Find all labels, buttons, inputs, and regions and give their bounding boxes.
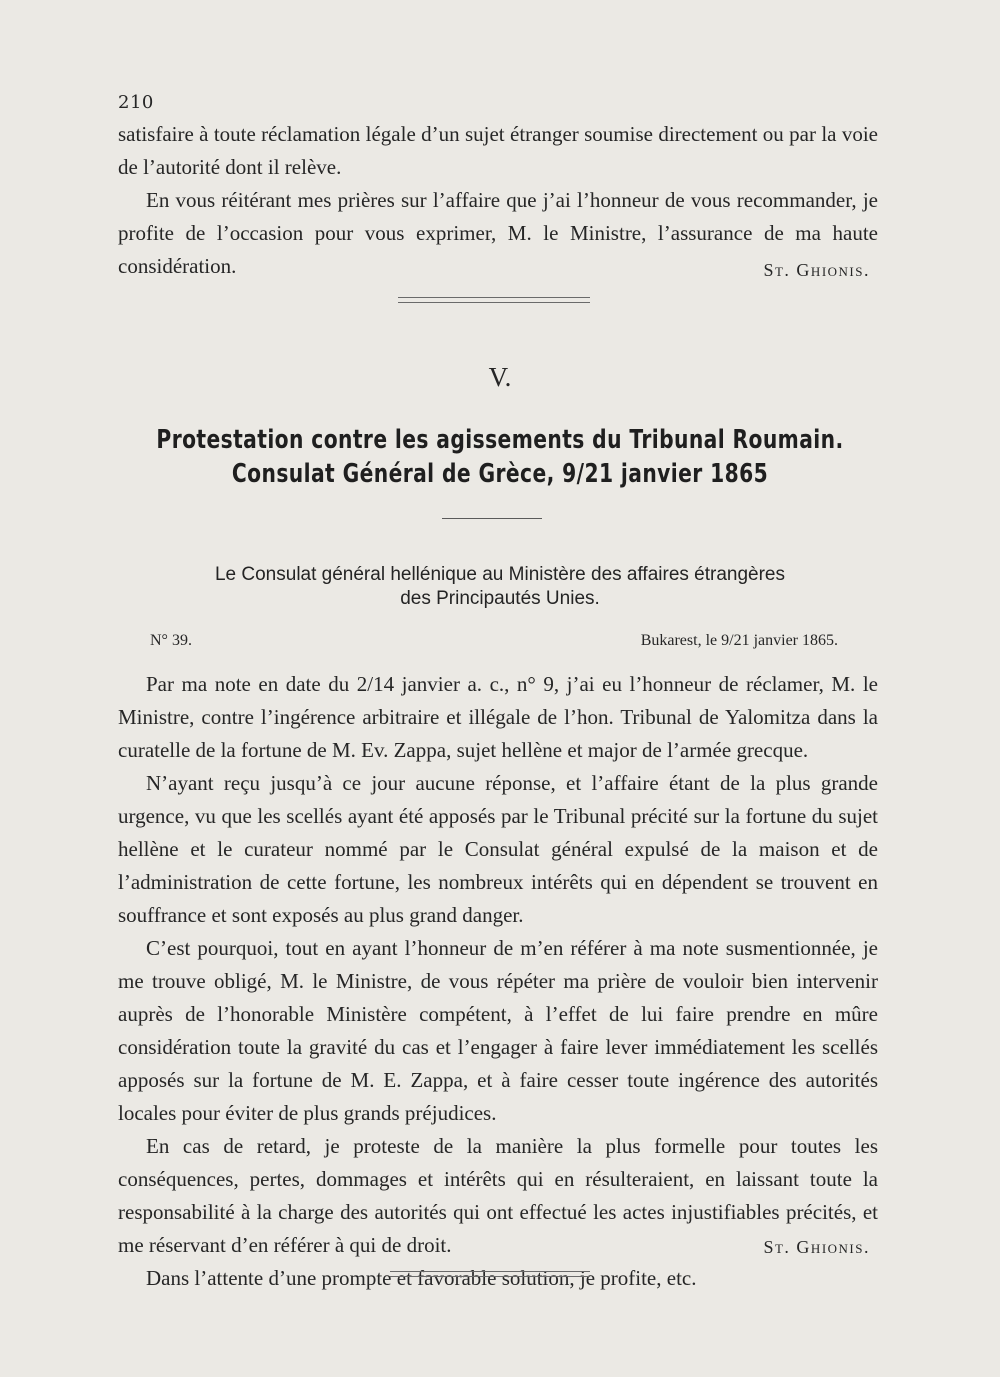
letter-paragraph-5: Dans l’attente d’une prompte et favorable solution, je profite, etc. xyxy=(146,1266,697,1290)
section-title-line-2: Consulat Général de Grèce, 9/21 janvier 1865 xyxy=(231,459,769,489)
letter-paragraph-2: N’ayant reçu jusqu’à ce jour aucune réponse, et l’affaire étant de la plus grande urgence, vu que les scellés ayant été apposés par le Tribunal précité sur la fortune du sujet hellène et le curateur nommé par le Consulat général expulsé de la maison et de l’administration de cette fortune, les nombreux intérêts qui en dépendent se trouvent en souffrance et sont exposés au plus grand danger. xyxy=(118,771,878,927)
section-divider-top xyxy=(398,297,590,303)
page-number: 210 xyxy=(118,92,154,113)
intro-paragraph-1: satisfaire à toute réclamation légale d’un sujet étranger soumise directement ou par la voie de l’autorité dont il relève. xyxy=(118,122,878,179)
end-divider xyxy=(390,1271,590,1277)
letter-paragraph-4: En cas de retard, je proteste de la manière la plus formelle pour toutes les conséquences, pertes, dommages et intérêts qui en résulteraient, en laissant toute la responsabilité à la charge des autorités qui ont effectué les actes injustifiables précités, et me réservant d’en référer à qui de droit. xyxy=(118,1134,878,1257)
intro-paragraph-2: En vous réitérant mes prières sur l’affaire que j’ai l’honneur de vous recommander, je profite de l’occasion pour vous exprimer, M. le Ministre, l’assurance de ma haute considération. xyxy=(118,188,878,278)
address-line-1: Le Consulat général hellénique au Ministère des affaires étrangères xyxy=(214,564,785,585)
letter-meta xyxy=(150,632,838,650)
signature-1: St. Ghionis. xyxy=(763,260,870,280)
letter-paragraph-1: Par ma note en date du 2/14 janvier a. c., n° 9, j’ai eu l’honneur de réclamer, M. le Ministre, contre l’ingérence arbitraire et illégale de l’hon. Tribunal de Yalomitza dans la curatelle de la fortune de M. Ev. Zappa, sujet hellène et major de l’armée grecque. xyxy=(118,672,878,762)
letter-address xyxy=(0,563,1000,611)
section-number: V. xyxy=(488,362,512,392)
signature-2: St. Ghionis. xyxy=(763,1237,870,1257)
letter-place-date: Bukarest, le 9/21 janvier 1865. xyxy=(640,632,838,649)
intro-text xyxy=(118,118,878,283)
letter-paragraph-3: C’est pourquoi, tout en ayant l’honneur de m’en référer à ma note susmentionnée, je me trouve obligé, M. le Ministre, de vous répéter ma prière de vouloir bien intervenir auprès de l’honorable Ministère compétent, à l’effet de lui faire prendre en mûre considération toute la gravité du cas et l’engager à faire lever immédiatement les scellés apposés sur la fortune de M. E. Zappa, et à faire cesser toute ingérence des autorités locales pour éviter de plus grands préjudices. xyxy=(118,936,878,1125)
title-divider xyxy=(442,518,542,519)
address-line-2: des Principautés Unies. xyxy=(400,588,600,609)
letter-body xyxy=(118,668,878,1295)
section-title-line-1: Protestation contre les agissements du Tribunal Roumain. xyxy=(156,425,844,455)
letter-number: N° 39. xyxy=(150,632,192,649)
